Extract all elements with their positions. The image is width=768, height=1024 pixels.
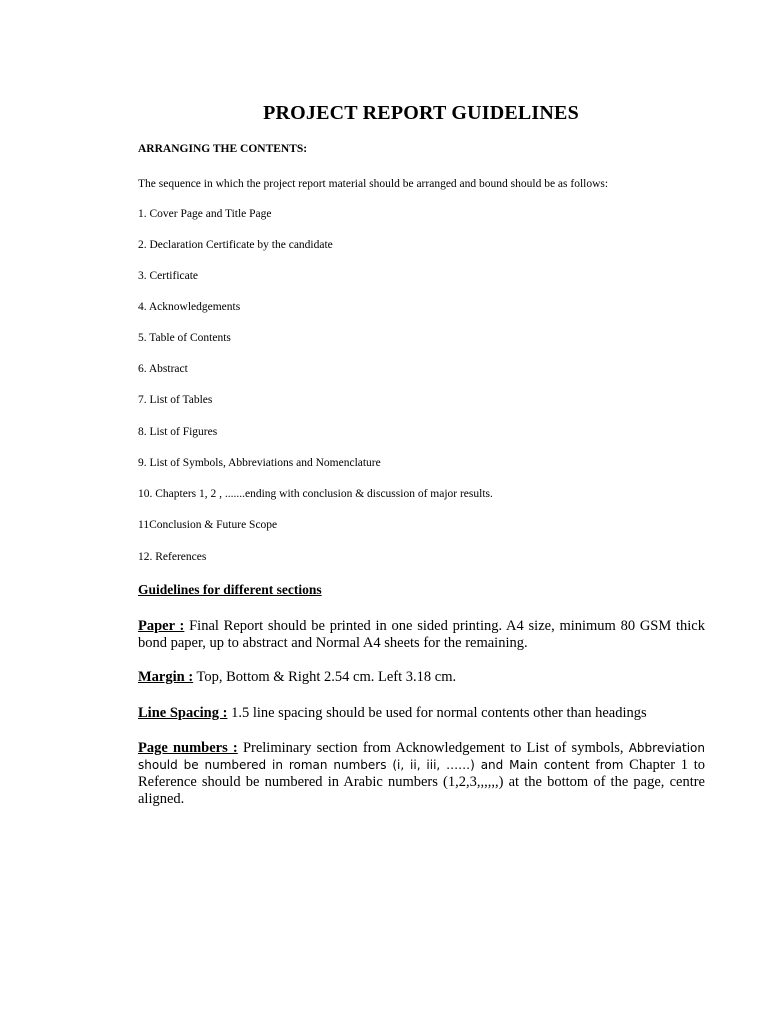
list-item: 3. Certificate bbox=[138, 270, 199, 282]
list-item: 10. Chapters 1, 2 , .......ending with conclusion & discussion of major results. bbox=[138, 488, 493, 500]
paper-label: Paper : bbox=[138, 618, 185, 634]
list-item: 7. List of Tables bbox=[138, 394, 213, 406]
list-item: 1. Cover Page and Title Page bbox=[138, 208, 272, 220]
sections-heading: Guidelines for different sections bbox=[138, 582, 322, 597]
page-numbers-label: Page numbers : bbox=[138, 740, 238, 756]
section-subheading: ARRANGING THE CONTENTS: bbox=[138, 143, 308, 155]
list-item: 2. Declaration Certificate by the candidate bbox=[138, 239, 333, 251]
intro-text: The sequence in which the project report material should be arranged and bound should be as follows: bbox=[138, 178, 609, 190]
line-spacing-text: 1.5 line spacing should be used for normal contents other than headings bbox=[227, 705, 647, 721]
page-numbers-text-b: Abbreviation should be numbered in roman numbers (i, ii, iii, ……) and Main content from bbox=[138, 741, 705, 772]
line-spacing-paragraph bbox=[138, 705, 705, 722]
list-item: 5. Table of Contents bbox=[138, 332, 231, 344]
margin-label: Margin : bbox=[138, 669, 194, 685]
list-item: 12. References bbox=[138, 551, 207, 563]
list-item: 8. List of Figures bbox=[138, 426, 218, 438]
paper-text: Final Report should be printed in one sided printing. A4 size, minimum 80 GSM thick bond paper, up to abstract and Normal A4 sheets for the remaining. bbox=[138, 618, 705, 651]
page-numbers-text-c: Chapter 1 to Reference should be numbered in Arabic numbers (1,2,3,,,,,,) at the bottom of the page, centre aligned. bbox=[138, 757, 705, 807]
list-item: 4. Acknowledgements bbox=[138, 301, 241, 313]
margin-text: Top, Bottom & Right 2.54 cm. Left 3.18 cm. bbox=[193, 669, 457, 685]
line-spacing-label: Line Spacing : bbox=[138, 705, 228, 721]
margin-paragraph bbox=[138, 669, 705, 686]
page-numbers-text-a: Preliminary section from Acknowledgement to List of symbols, bbox=[237, 740, 629, 756]
list-item: 11Conclusion & Future Scope bbox=[138, 519, 278, 531]
document-title: PROJECT REPORT GUIDELINES bbox=[263, 102, 579, 124]
list-item: 9. List of Symbols, Abbreviations and Nomenclature bbox=[138, 457, 381, 469]
paper-paragraph bbox=[138, 618, 705, 652]
list-item: 6. Abstract bbox=[138, 363, 188, 375]
page-numbers-paragraph bbox=[138, 740, 705, 808]
